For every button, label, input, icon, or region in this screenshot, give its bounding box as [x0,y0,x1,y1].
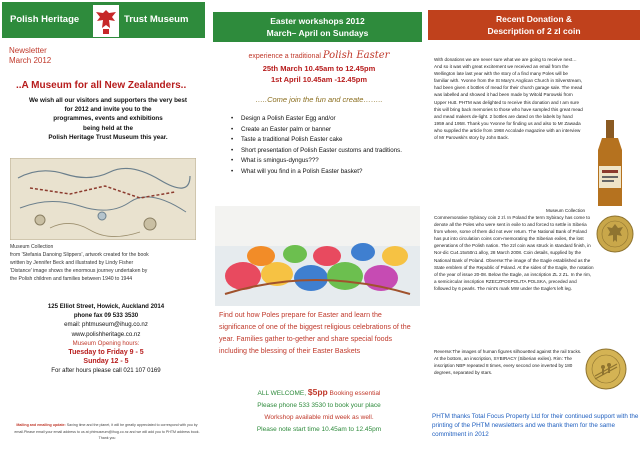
middle-column [213,0,422,452]
after-hours: For after hours please call 021 107 0169 [51,367,161,375]
email-address: email: phtmuseum@ihug.co.nz [64,321,148,329]
caption-line: 'Distance' image shows the enormous journey undertaken by [10,268,148,274]
masthead-title-left: Polish Heritage [10,14,80,25]
caption-line: from 'Stefania Danoing Slippers', artwork created for the book [10,252,149,258]
donation-header [428,10,640,40]
left-column [0,0,207,452]
donation-header-line2: Description of 2 zl coin [487,26,581,36]
intro-line: programmes, events and exhibitions [53,115,163,123]
caption-line: Museum Collection [10,244,54,250]
caption-line: written by Jennifer Beck and illustrated by Lindy Fisher [10,260,134,266]
museum-caption [10,243,204,283]
donation-header-line1: Recent Donation & [495,14,573,24]
coin-description: Commemorative Sybiracy coin 2 zl. In Poland the term Sybiracy has come to denote all the Poles who were sent in exile to and forced to settle in Siberia from where, some of them did not ever return. The National Bank of Poland has put into circulation coins com-memorating the Siberian exiles, the lost generations of the Polish nation. The 2zl coin was struck in standard finish, in Nor-dic Cu4.15x50n1 alloy, 28 March 2008. Coin details, supplied by the National Bank of Poland. Obverse:The image of the Eagle established as the State emblem of the Republic of Poland. At the sides of the Eagle, the notation of the year of issue 20-08. Below the Eagle, an inscription ZL 2 ZL. In the rim, a semicircular inscription RZECZPOSPOLITA POLSKA, preceded and followed by 6 pearls. The mint's mark MW under the Eagle's left leg. [434,215,594,291]
journey-map-artwork [10,158,196,240]
intro-line: being held at the [82,124,134,132]
opening-days-sunday: Sunday 12 - 5 [83,358,129,366]
list-item: • What is smingus-dyngus??? [231,156,417,167]
coin-reverse-image [585,348,627,390]
price-badge: $5pp [307,387,328,397]
join-fun-line: …..Come join the fun and create…….. [255,95,383,104]
list-item: • Short presentation of Polish Easter customs and traditions. [231,146,417,157]
polish-eagle-logo [90,4,122,38]
list-item: • Create an Easter palm or banner [231,125,417,136]
booking-phone: Please phone 533 3530 to book your place [257,402,381,409]
experience-prefix: experience a traditional [248,53,321,60]
polish-easter-script: Polish Easter [322,50,390,61]
coin-obverse-image [596,215,634,253]
list-item: • Taste a traditional Polish Easter cake [231,135,417,146]
museum-collection-label: Museum Collection [546,208,586,213]
intro-line: for 2012 and invite you to the [64,106,152,114]
right-column [428,0,640,452]
mailing-update [12,422,202,442]
mailing-update-text: Saving time and the planet, it will be greatly appreciated to correspond with you by email.Please email your email address to us at phtmuseum@ihug.co.nz and we will add you to PHTM address book. Thank you [14,423,200,440]
website-link[interactable]: www.polishheritage.co.nz [71,330,141,338]
newsletter-date [9,46,51,66]
newsletter-month: March 2012 [9,56,52,65]
intro-text [18,96,198,142]
opening-days-weekday: Tuesday to Friday 9 - 5 [68,349,144,357]
contact-block [6,302,206,376]
easter-header-line2: March– April on Sundays [266,28,369,38]
workshop-activities [231,114,417,177]
workshop-date-1: 25th March 10.45am to 12.45pm [262,64,376,73]
list-item: • Design a Polish Easter Egg and/or [231,114,417,125]
caption-line: the Polish children and families between 1940 to 1944 [10,276,133,282]
easter-header-line1: Easter workshops 2012 [270,16,365,26]
newsletter-label: Newsletter [9,46,47,55]
midweek-note: Workshop available mid week as well. [264,414,374,421]
easter-description: Find out how Poles prepare for Easter and learn the significance of one of the biggest religious celebrations of the year. Families gather to-gether and share special foods including the blessing of their Easter Baskets [219,311,411,355]
start-time-note: Please note start time 10.45am to 12.45pm [256,426,382,433]
easter-header [213,12,422,42]
easter-eggs-photo [215,206,420,306]
headline: ..A Museum for all New Zealanders.. [16,80,187,91]
intro-line: Polish Heritage Trust Museum this year. [48,133,168,141]
phone-fax: phone fax 09 533 3530 [73,312,139,320]
intro-line: We wish all our visitors and supporters the very best [28,97,188,104]
street-address: 125 Elliot Street, Howick, Auckland 2014 [47,303,165,310]
workshop-dates [219,63,419,85]
sponsor-thanks: PHTM thanks Total Focus Property Ltd for their continued support with the printing of the PHTM newsletters and we thank them for the same commitment in 2012 [432,413,639,438]
list-item: • What will you find in a Polish Easter basket? [231,167,417,178]
donation-story: With donations we are never sure what we are going to receive next… And so it was with great excitement we received an email from the Wellington late last year with the story of a find many Poles will be familiar with. Yvonne from the St Mary's Anglican Church in Silverstream, had been given 4 bottles of mead for their church garage sale. The mead was labelled and showed it had been made by Witold Parowski from Upper Hutt. PHTM was delighted to receive this donation and I am sure this will bring back memories to those who have sampled this great mead and mead makers de-light. 2 bottles are dated on the labels by hand 1959 and 1958. Thank you Yvonne for finding us and also to Mr Zawada who supplied the article from 1968 Accolade magazine with an interview of Mr Parowski's story by John Back. [434,57,583,141]
workshop-date-2: 1st April 10.45am -12.45pm [270,75,368,84]
coin-reverse-description: Reverse:The images of human figures silhouetted against the rail tracks. At the bottom, an inscription, SYBIRACY (Siberian exiles). Rim: The inscription NBP repeated 8 times, every second one inverted by 180 degrees, separated by stars. [434,349,582,376]
mailing-update-label: Mailing and emailing update: [16,423,66,427]
mead-bottle-photo [588,118,632,210]
booking-info [219,386,419,436]
masthead-title-right: Trust Museum [124,14,189,25]
booking-essential: Booking essential [329,390,381,397]
experience-line [219,50,419,61]
masthead [2,2,205,38]
all-welcome: ALL WELCOME, [257,390,307,397]
opening-hours-title: Museum Opening hours: [72,339,140,347]
